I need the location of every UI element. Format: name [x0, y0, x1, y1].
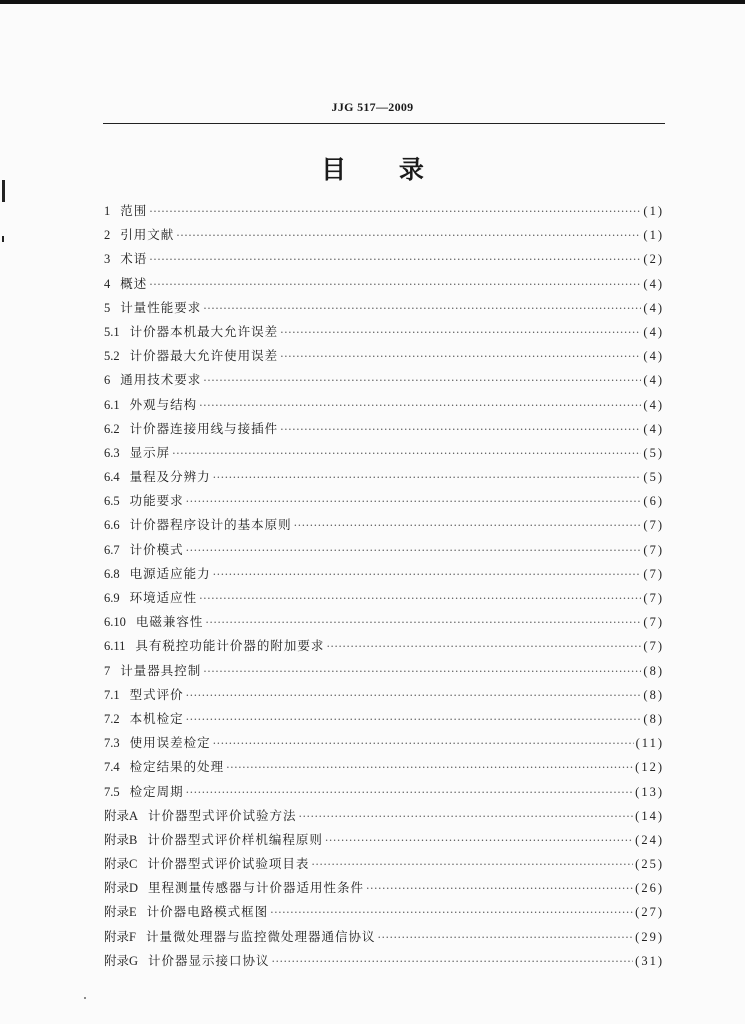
toc-entry-page: (8) — [643, 687, 664, 702]
toc-entry-number: 1 — [104, 204, 111, 218]
toc-entry-page: (1) — [643, 204, 664, 218]
toc-entry-number: 7.5 — [104, 784, 120, 799]
toc-entry[interactable] — [104, 828, 664, 852]
toc-entry[interactable] — [104, 755, 664, 779]
toc-entry-number: 附录F — [104, 929, 136, 944]
table-of-contents — [104, 199, 664, 973]
toc-entry[interactable] — [104, 780, 664, 804]
toc-leader-dots — [203, 369, 641, 393]
toc-entry-page: (7) — [643, 615, 664, 630]
toc-entry[interactable] — [104, 925, 664, 949]
toc-leader-dots — [366, 877, 633, 901]
toc-entry[interactable] — [104, 562, 664, 586]
toc-entry-page: (5) — [643, 445, 664, 460]
toc-entry-page: (24) — [635, 832, 664, 847]
toc-entry[interactable] — [104, 393, 664, 417]
toc-entry-page: (29) — [635, 929, 664, 944]
toc-leader-dots — [203, 297, 641, 321]
toc-entry[interactable] — [104, 223, 664, 247]
toc-leader-dots — [280, 345, 641, 369]
toc-entry[interactable] — [104, 852, 664, 876]
scan-speck — [84, 997, 86, 999]
toc-leader-dots — [186, 781, 634, 805]
scan-top-border — [0, 0, 745, 4]
toc-entry-number: 6 — [104, 373, 111, 388]
toc-entry-label: 计价器显示接口协议 — [148, 952, 270, 968]
toc-entry-number: 6.7 — [104, 542, 120, 557]
toc-entry-label: 电磁兼容性 — [135, 614, 204, 630]
toc-entry-number: 6.8 — [104, 566, 120, 581]
toc-leader-dots — [149, 273, 641, 297]
toc-entry-number: 4 — [104, 276, 111, 291]
toc-title: 目 录 — [321, 155, 424, 184]
toc-entry-number: 7.2 — [104, 711, 120, 726]
toc-entry-label: 计价器型式评价试验方法 — [148, 807, 297, 823]
toc-entry[interactable] — [104, 513, 664, 537]
toc-leader-dots — [326, 635, 641, 659]
toc-entry-number: 6.2 — [104, 421, 120, 436]
toc-entry-number: 6.11 — [104, 639, 126, 654]
toc-entry-page: (31) — [635, 953, 664, 968]
header-rule — [103, 123, 665, 124]
toc-leader-dots — [186, 539, 642, 563]
standard-code: JJG 517—2009 — [331, 100, 414, 114]
toc-entry-number: 7 — [104, 663, 111, 678]
toc-entry[interactable] — [104, 247, 664, 271]
toc-entry-page: (27) — [635, 905, 664, 920]
toc-entry-number: 附录E — [104, 905, 137, 920]
toc-entry-page: (7) — [643, 518, 664, 533]
toc-entry-page: (4) — [643, 324, 664, 339]
toc-entry[interactable] — [104, 199, 664, 223]
toc-entry-page: (11) — [635, 736, 664, 751]
toc-entry[interactable] — [104, 610, 664, 634]
toc-entry-number: 7.3 — [104, 736, 120, 751]
toc-entry-page: (25) — [635, 857, 664, 872]
toc-entry-page: (4) — [643, 276, 664, 291]
scan-edge-mark — [2, 236, 4, 242]
toc-entry-number: 7.1 — [104, 687, 120, 702]
toc-leader-dots — [186, 708, 642, 732]
toc-entry[interactable] — [104, 683, 664, 707]
toc-entry-label: 外观与结构 — [129, 396, 198, 412]
toc-entry-number: 6.9 — [104, 591, 120, 605]
toc-leader-dots — [280, 418, 641, 442]
toc-entry[interactable] — [104, 876, 664, 900]
toc-entry-label: 计价模式 — [129, 541, 184, 557]
toc-leader-dots — [280, 321, 641, 345]
toc-entry-label: 引用文献 — [120, 227, 175, 243]
toc-entry-label: 型式评价 — [129, 686, 184, 702]
toc-entry-number: 3 — [104, 252, 111, 267]
toc-entry[interactable] — [104, 417, 664, 441]
toc-entry-page: (13) — [635, 784, 664, 799]
toc-entry-label: 本机检定 — [129, 710, 184, 726]
toc-entry[interactable] — [104, 441, 664, 465]
toc-entry[interactable] — [104, 272, 664, 296]
toc-entry-label: 计量微处理器与监控微处理器通信协议 — [145, 928, 376, 944]
toc-entry-number: 附录B — [104, 832, 138, 847]
toc-entry-label: 显示屏 — [129, 444, 171, 460]
toc-entry-page: (7) — [643, 639, 664, 654]
toc-leader-dots — [270, 901, 633, 925]
toc-entry-label: 量程及分辨力 — [129, 469, 211, 485]
toc-entry[interactable] — [104, 586, 664, 610]
toc-entry-label: 计价器型式评价试验项目表 — [147, 856, 310, 872]
toc-leader-dots — [213, 732, 634, 756]
toc-entry[interactable] — [104, 900, 664, 924]
toc-entry-number: 6.10 — [104, 615, 126, 630]
toc-leader-dots — [203, 660, 641, 684]
toc-entry-label: 计价器程序设计的基本原则 — [129, 517, 292, 533]
toc-entry-label: 检定周期 — [129, 783, 184, 799]
toc-entry-number: 6.3 — [104, 445, 120, 460]
toc-leader-dots — [213, 466, 642, 490]
toc-entry-number: 6.4 — [104, 470, 120, 485]
toc-entry-number: 7.4 — [104, 760, 120, 775]
toc-leader-dots — [149, 200, 641, 224]
toc-entry-number: 6.6 — [104, 518, 120, 533]
toc-leader-dots — [213, 563, 642, 587]
toc-entry-label: 环境适应性 — [129, 590, 198, 605]
toc-leader-dots — [149, 248, 641, 272]
toc-entry-label: 计量器具控制 — [120, 662, 202, 678]
toc-entry[interactable] — [104, 949, 664, 973]
toc-entry[interactable] — [104, 634, 664, 658]
toc-entry[interactable] — [104, 804, 664, 828]
toc-entry-page: (1) — [643, 228, 664, 243]
toc-entry-number: 6.5 — [104, 494, 120, 509]
toc-entry[interactable] — [104, 368, 664, 392]
toc-leader-dots — [199, 394, 641, 418]
toc-entry-label: 功能要求 — [129, 493, 184, 509]
toc-entry-page: (7) — [643, 542, 664, 557]
toc-entry-page: (4) — [643, 349, 664, 364]
toc-entry-label: 计价器电路模式框图 — [146, 904, 269, 920]
toc-entry-label: 里程测量传感器与计价器适用性条件 — [148, 880, 365, 896]
toc-entry-label: 计量性能要求 — [120, 299, 202, 315]
toc-entry[interactable] — [104, 489, 664, 513]
toc-entry-label: 计价器连接用线与接插件 — [129, 420, 279, 436]
toc-leader-dots — [186, 684, 642, 708]
toc-entry-page: (4) — [643, 397, 664, 412]
toc-leader-dots — [226, 756, 633, 780]
toc-entry-label: 使用误差检定 — [129, 735, 211, 751]
toc-entry-label: 计价器本机最大允许误差 — [129, 323, 279, 339]
toc-leader-dots — [176, 224, 641, 248]
toc-leader-dots — [186, 490, 642, 514]
toc-entry[interactable] — [104, 731, 664, 755]
toc-entry-page: (7) — [643, 566, 664, 581]
toc-entry-page: (4) — [643, 300, 664, 315]
toc-entry-page: (14) — [635, 808, 664, 823]
toc-leader-dots — [299, 805, 634, 829]
toc-entry[interactable] — [104, 320, 664, 344]
toc-entry-page: (4) — [643, 373, 664, 388]
toc-entry-label: 概述 — [120, 275, 148, 291]
toc-entry-page: (4) — [643, 421, 664, 436]
toc-entry-page: (5) — [643, 470, 664, 485]
toc-entry-number: 附录G — [104, 953, 139, 968]
toc-entry[interactable] — [104, 465, 664, 489]
toc-entry-label: 通用技术要求 — [120, 372, 202, 388]
toc-entry-number: 附录C — [104, 857, 138, 872]
toc-entry-number: 2 — [104, 228, 111, 243]
toc-entry-page: (12) — [635, 760, 664, 775]
toc-entry-number: 附录A — [104, 808, 139, 823]
toc-leader-dots — [172, 442, 641, 466]
toc-leader-dots — [325, 829, 633, 853]
toc-entry-number: 附录D — [104, 881, 139, 896]
toc-entry-page: (2) — [643, 252, 664, 267]
toc-entry-label: 范围 — [120, 203, 148, 218]
toc-leader-dots — [311, 853, 633, 877]
toc-entry-page: (8) — [643, 711, 664, 726]
toc-leader-dots — [199, 587, 641, 611]
toc-entry-label: 电源适应能力 — [129, 565, 211, 581]
toc-leader-dots — [205, 611, 641, 635]
toc-entry-number: 5.2 — [104, 349, 120, 364]
toc-entry-number: 5 — [104, 300, 111, 315]
toc-leader-dots — [272, 950, 634, 974]
toc-entry[interactable] — [104, 659, 664, 683]
toc-leader-dots — [294, 514, 642, 538]
toc-entry[interactable] — [104, 538, 664, 562]
toc-entry-label: 具有税控功能计价器的附加要求 — [135, 638, 325, 654]
toc-entry[interactable] — [104, 707, 664, 731]
toc-entry-page: (6) — [643, 494, 664, 509]
toc-entry-page: (26) — [635, 881, 664, 896]
toc-entry-page: (8) — [643, 663, 664, 678]
toc-entry[interactable] — [104, 296, 664, 320]
toc-leader-dots — [377, 926, 633, 950]
toc-entry-page: (7) — [643, 591, 664, 605]
toc-entry-number: 5.1 — [104, 324, 120, 339]
toc-entry-number: 6.1 — [104, 397, 120, 412]
toc-entry-label: 术语 — [120, 251, 148, 267]
toc-entry-label: 检定结果的处理 — [129, 759, 225, 775]
toc-entry-label: 计价器型式评价样机编程原则 — [147, 831, 323, 847]
toc-entry-label: 计价器最大允许使用误差 — [129, 348, 279, 364]
toc-entry[interactable] — [104, 344, 664, 368]
